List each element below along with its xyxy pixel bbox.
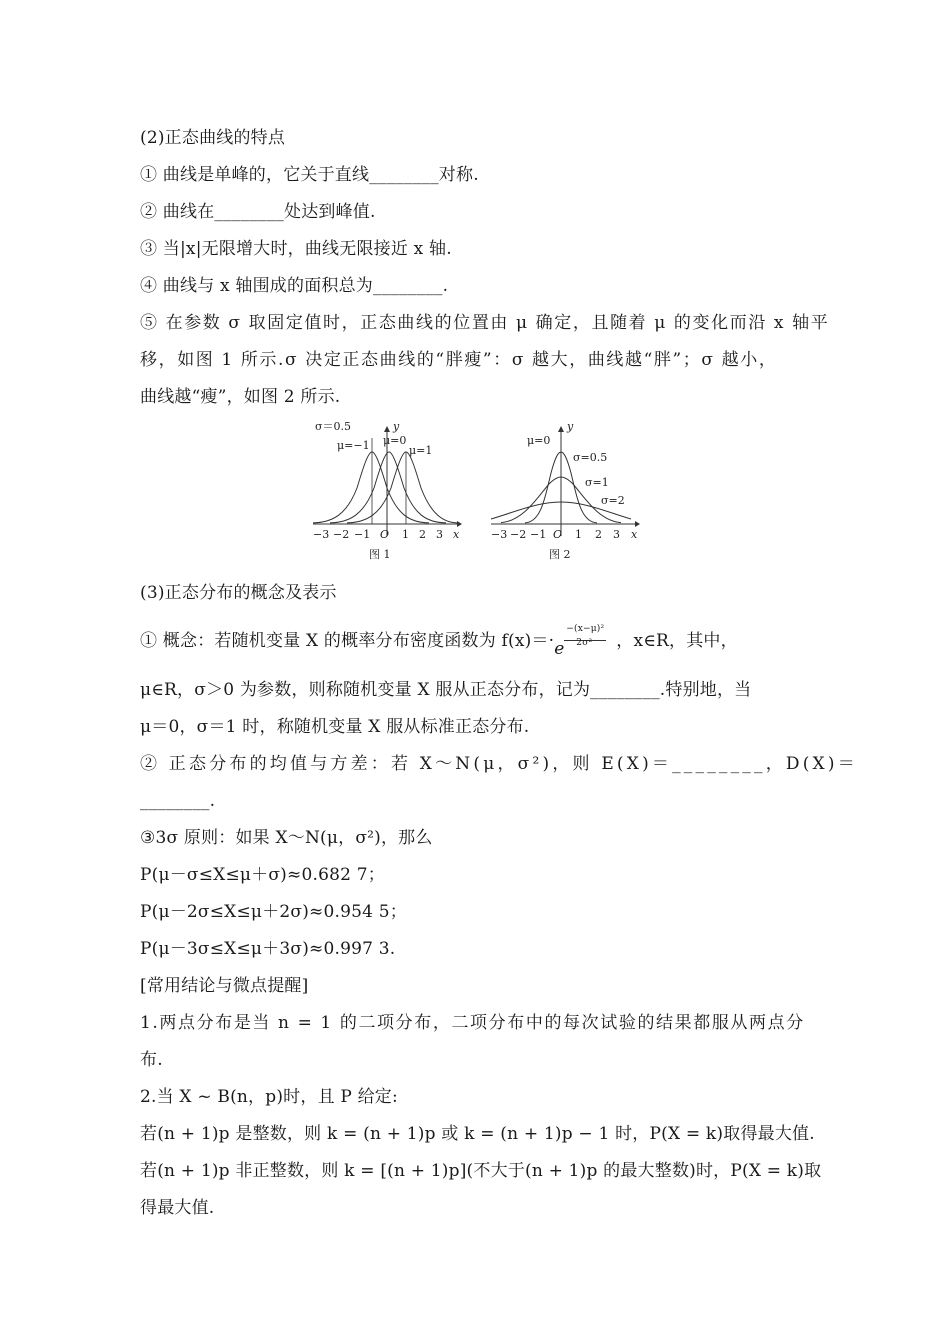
note1-line2: 布. xyxy=(140,1050,163,1070)
section3-rule-title: ③3σ 原则：如果 X～N(μ，σ²)，那么 xyxy=(140,828,433,848)
fig2-caption: 图 2 xyxy=(549,548,571,561)
concept-text-b: ，x∈R，其中， xyxy=(616,631,738,651)
fig2-tick-2: −2 xyxy=(510,528,527,541)
fig1-mu-label-2: μ=0 xyxy=(383,434,407,447)
fig2-x-label: x xyxy=(631,528,638,541)
fig1-tick-3: −1 xyxy=(354,528,371,541)
formula-base: e xyxy=(554,639,565,659)
section3-rule2: P(μ－2σ≤X≤μ＋2σ)≈0.954 5； xyxy=(140,902,407,922)
section2-title: (2)正态曲线的特点 xyxy=(140,128,286,148)
section3-title: (3)正态分布的概念及表示 xyxy=(140,583,337,603)
fig2-tick-1: −3 xyxy=(491,528,508,541)
section2-item5-line1: ⑤ 在参数 σ 取固定值时，正态曲线的位置由 μ 确定，且随着 μ 的变化而沿 x 轴平 xyxy=(140,313,830,333)
figure2 xyxy=(491,420,640,561)
section3-mean-line2: ________. xyxy=(140,791,216,811)
density-formula xyxy=(554,624,616,659)
formula-exp-den: 2σ² xyxy=(576,638,593,648)
figure1 xyxy=(313,420,462,561)
note2-line3: 若(n + 1)p 非正整数，则 k = [(n + 1)p](不大于(n + 1)p 的最大整数)时，P(X = k)取 xyxy=(140,1161,822,1181)
fig1-tick-7: 3 xyxy=(436,528,443,541)
note1-line1: 1.两点分布是当 n = 1 的二项分布，二项分布中的每次试验的结果都服从两点分 xyxy=(140,1013,805,1033)
note2-line4: 得最大值. xyxy=(140,1198,215,1218)
fig1-tick-4: O xyxy=(380,528,390,541)
fig1-y-label: y xyxy=(393,420,400,433)
fig1-tick-1: −3 xyxy=(313,528,330,541)
fig1-sigma-label: σ＝0.5 xyxy=(315,420,352,433)
section2-item5-line3: 曲线越“瘦”，如图 2 所示. xyxy=(140,387,341,407)
formula-exp-num: −(x−μ)² xyxy=(564,618,606,641)
fig1-mu-label-3: μ=1 xyxy=(409,444,433,457)
fig2-tick-3: −1 xyxy=(530,528,547,541)
fig1-tick-6: 2 xyxy=(419,528,426,541)
fig2-tick-6: 2 xyxy=(595,528,602,541)
section2-item5-line2: 移，如图 1 所示.σ 决定正态曲线的“胖瘦”：σ 越大，曲线越“胖”；σ 越小， xyxy=(140,350,778,370)
fig2-sigma-label-3: σ=2 xyxy=(601,494,625,507)
fig1-tick-5: 1 xyxy=(402,528,409,541)
section3-mean-line1: ② 正态分布的均值与方差：若 X～N(μ，σ²)，则 E(X)＝________，D(X)＝ xyxy=(140,754,858,774)
section3-concept-line3: μ＝0，σ＝1 时，称随机变量 X 服从标准正态分布. xyxy=(140,717,530,737)
figures xyxy=(305,418,655,568)
fig2-y-label: y xyxy=(567,420,574,433)
section2-item3: ③ 当|x|无限增大时，曲线无限接近 x 轴. xyxy=(140,239,452,259)
fig2-sigma-label-2: σ=1 xyxy=(585,476,609,489)
fig2-sigma-label-1: σ=0.5 xyxy=(573,451,608,464)
section2-item2: ② 曲线在________处达到峰值. xyxy=(140,202,376,222)
notes-title: [常用结论与微点提醒] xyxy=(140,976,309,996)
note2-line2: 若(n + 1)p 是整数，则 k = (n + 1)p 或 k = (n + 1)p − 1 时，P(X = k)取得最大值. xyxy=(140,1124,815,1144)
section3-rule1: P(μ－σ≤X≤μ＋σ)≈0.682 7； xyxy=(140,865,385,885)
fig2-mu-label: μ=0 xyxy=(527,434,551,447)
fig1-x-label: x xyxy=(453,528,460,541)
concept-text-a: ① 概念：若随机变量 X 的概率分布密度函数为 f(x)＝· xyxy=(140,631,555,651)
section3-concept-line2: μ∈R，σ＞0 为参数，则称随机变量 X 服从正态分布，记为________.特别地，当 xyxy=(140,680,752,700)
fig1-tick-2: −2 xyxy=(333,528,350,541)
fig1-mu-label-1: μ=−1 xyxy=(337,439,370,452)
section3-concept-line1 xyxy=(140,624,820,659)
section3-rule3: P(μ－3σ≤X≤μ＋3σ)≈0.997 3. xyxy=(140,939,396,959)
note2-line1: 2.当 X ~ B(n，p)时，且 P 给定: xyxy=(140,1087,398,1107)
section2-item1: ① 曲线是单峰的，它关于直线________对称. xyxy=(140,165,479,185)
section2-item4: ④ 曲线与 x 轴围成的面积总为________. xyxy=(140,276,449,296)
fig1-caption: 图 1 xyxy=(369,548,391,561)
fig2-tick-7: 3 xyxy=(613,528,620,541)
fig2-tick-5: 1 xyxy=(575,528,582,541)
fig2-tick-4: O xyxy=(553,528,563,541)
